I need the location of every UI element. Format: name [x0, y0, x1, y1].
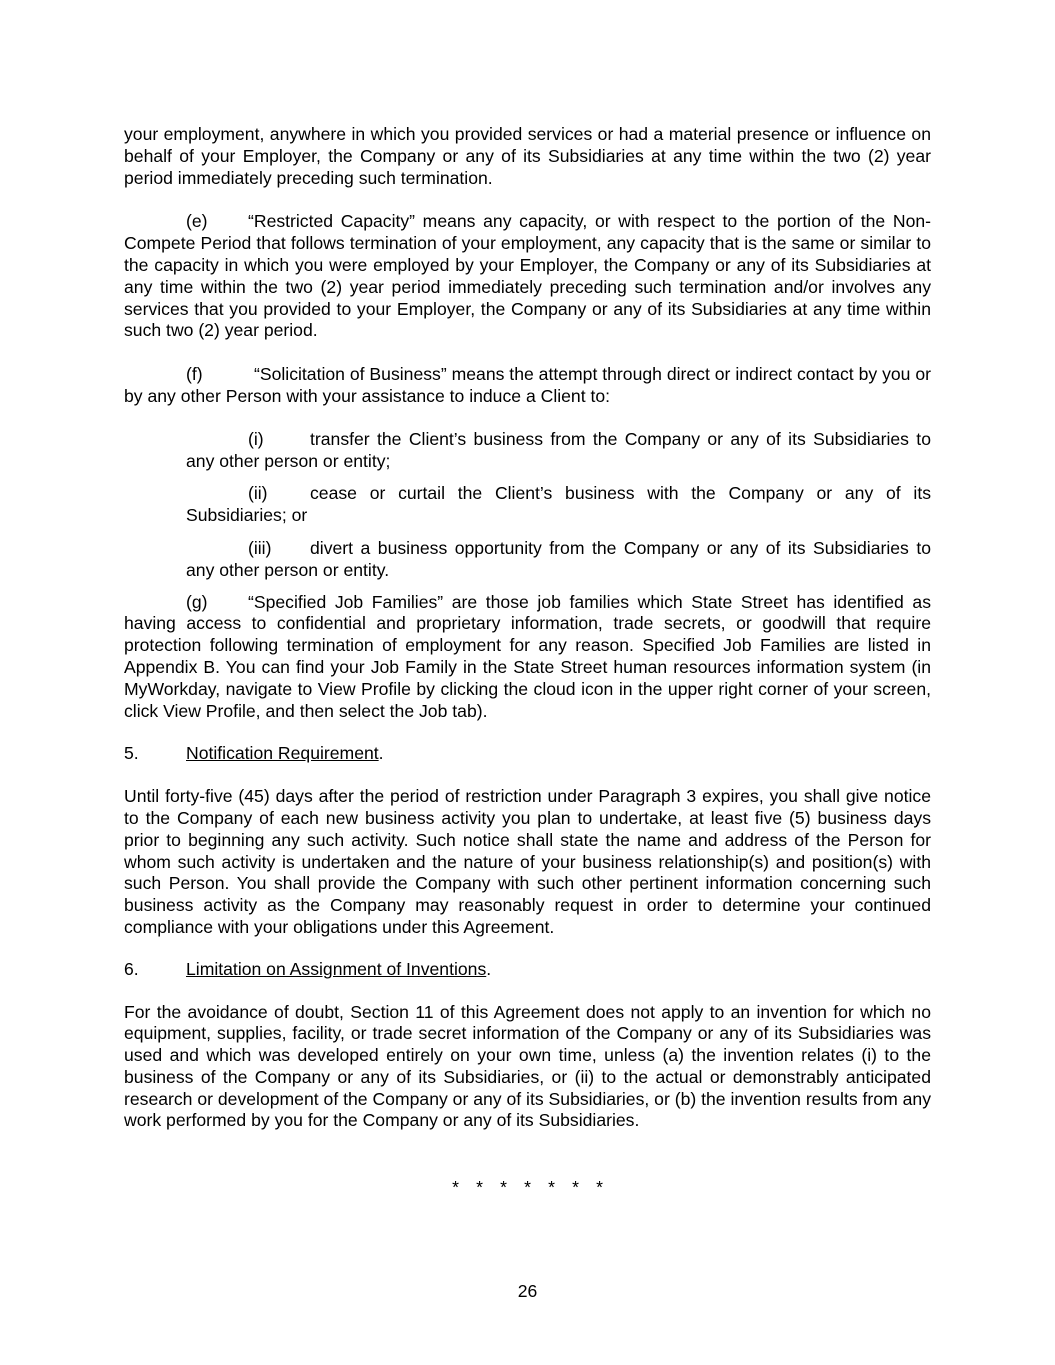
- subclause-ii-text: cease or curtail the Client’s business with the Company or any of its Subsidiaries; or: [186, 483, 931, 526]
- subclause-i-text: transfer the Client’s business from the Company or any of its Subsidiaries to any other person or entity;: [186, 428, 931, 471]
- section-5-period: .: [378, 743, 384, 764]
- continuation-paragraph: your employment, anywhere in which you provided services or had a material presence or influence on behalf of your Employer, the Company or any of its Subsidiaries at any time within the two (2) year period immediately preceding such termination.: [124, 124, 931, 188]
- subclause-iii: [186, 538, 931, 582]
- subclause-ii-label: (ii): [248, 483, 268, 504]
- definition-f: [124, 364, 931, 408]
- asterisk: *: [572, 1177, 579, 1197]
- section-6-title: Limitation on Assignment of Inventions: [186, 958, 487, 979]
- page-content: [124, 124, 931, 1132]
- definition-g-label: (g): [186, 591, 208, 612]
- definition-g-text: “Specified Job Families” are those job families which State Street has identified as having access to confidential and proprietary information, trade secrets, or goodwill that require protection following termination of employment for any reason. Specified Job Families are listed in Appendix B. You can find your Job Family in the State Street human resources information system (in MyWorkday, navigate to View Profile by clicking the cloud icon in the upper right corner of your screen, click View Profile, and then select the Job tab).: [124, 591, 931, 721]
- section-5-title: Notification Requirement: [186, 743, 379, 764]
- asterisk: *: [476, 1177, 483, 1197]
- section-6-number: 6.: [124, 958, 139, 979]
- section-end-asterisks: [0, 1177, 1055, 1199]
- asterisk: *: [500, 1177, 507, 1197]
- section-5-number: 5.: [124, 743, 139, 764]
- asterisk: *: [548, 1177, 555, 1197]
- asterisk: *: [524, 1177, 531, 1197]
- asterisk: *: [596, 1177, 603, 1197]
- definition-e-text: “Restricted Capacity” means any capacity, or with respect to the portion of the Non-Compete Period that follows termination of your employment, any capacity that is the same or similar to the capacity in which you were employed by your Employer, the Company or any of its Subsidiaries at any time within the two (2) year period immediately preceding such termination and/or involves any services that you provided to your Employer, the Company or any of its Subsidiaries at any time within such two (2) year period.: [124, 211, 931, 341]
- section-5-heading: [124, 743, 931, 765]
- subclause-iii-label: (iii): [248, 537, 272, 558]
- definition-e-label: (e): [186, 211, 208, 232]
- definition-f-text: “Solicitation of Business” means the attempt through direct or indirect contact by you or by any other Person with your assistance to induce a Client to:: [124, 364, 931, 406]
- definition-e: [124, 211, 931, 342]
- definition-f-label: (f): [186, 364, 203, 385]
- section-6-period: .: [486, 958, 492, 979]
- section-6-body: For the avoidance of doubt, Section 11 of this Agreement does not apply to an invention for which no equipment, supplies, facility, or trade secret information of the Company or any of its Subsidiaries was used and which was developed entirely on your own time, unless (a) the invention relates (i) to the business of the Company or any of its Subsidiaries, or (ii) to the actual or demonstrably anticipated research or development of the Company or any of its Subsidiaries, or (b) the invention results from any work performed by you for the Company or any of its Subsidiaries.: [124, 1001, 931, 1131]
- subclause-i: [186, 429, 931, 473]
- section-5-body: Until forty-five (45) days after the period of restriction under Paragraph 3 expires, you shall give notice to the Company of each new business activity you plan to undertake, at least five (5) business days prior to beginning any such activity. Such notice shall state the name and address of the Person for whom such activity is undertaken and the nature of your business relationship(s) and position(s) with such Person. You shall provide the Company with such other pertinent information concerning such business activity as the Company may reasonably request in order to determine your continued compliance with your obligations under this Agreement.: [124, 786, 931, 937]
- subclause-i-label: (i): [248, 428, 264, 449]
- definition-g: [124, 592, 931, 723]
- page-number: 26: [517, 1281, 538, 1301]
- asterisk: *: [452, 1177, 459, 1197]
- section-6-heading: [124, 959, 931, 981]
- subclause-iii-text: divert a business opportunity from the Company or any of its Subsidiaries to any other person or entity.: [186, 537, 931, 580]
- subclause-ii: [186, 483, 931, 527]
